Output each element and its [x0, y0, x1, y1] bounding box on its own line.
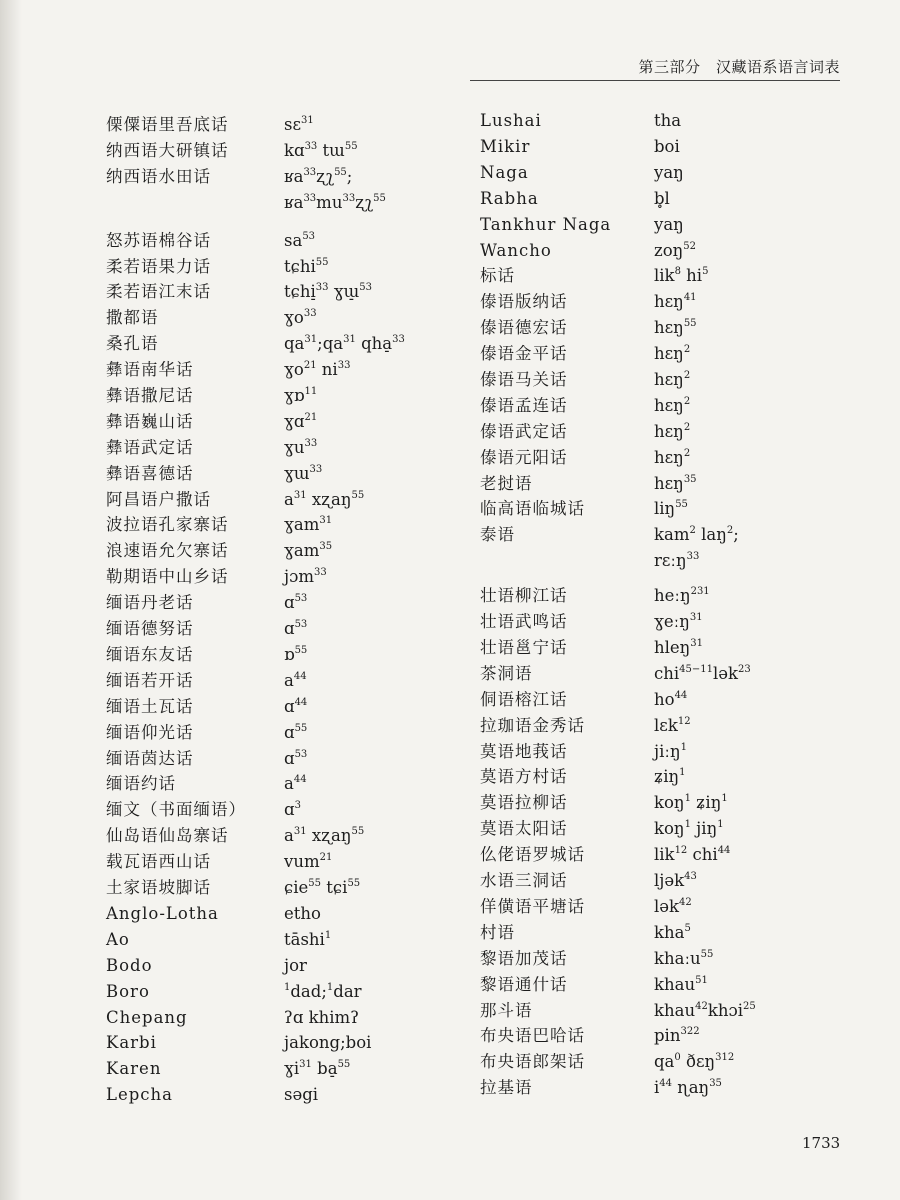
word-transcription: sɛ$^{31}$	[284, 115, 314, 134]
word-entry-row	[106, 850, 466, 874]
word-transcription: kam$^2$ laŋ$^2$;	[654, 525, 739, 544]
word-transcription: kha$^5$	[654, 923, 691, 942]
language-name: 仙岛语仙岛寨话	[106, 826, 229, 845]
language-name: 茶洞语	[480, 664, 533, 683]
language-name: Chepang	[106, 1008, 188, 1027]
word-entry-row	[480, 394, 840, 418]
word-transcription: lik$^{12}$ chi$^{44}$	[654, 845, 731, 864]
language-name: 土家语坡脚话	[106, 878, 211, 897]
word-transcription: $a^{31}$ xʐaŋ$^{55}$	[284, 490, 365, 509]
word-entry-row	[106, 824, 466, 848]
word-entry-row	[106, 747, 466, 771]
word-transcription: yaŋ	[654, 163, 684, 182]
word-transcription: zoŋ$^{52}$	[654, 241, 696, 260]
language-name: 彝语撒尼话	[106, 386, 194, 405]
word-transcription: hleŋ$^{31}$	[654, 638, 704, 657]
word-transcription: hɛŋ$^2$	[654, 344, 691, 363]
page-edge-shadow	[0, 0, 22, 1200]
word-entry-row	[480, 688, 840, 712]
language-name: 标话	[480, 266, 515, 285]
word-entry-row	[480, 420, 840, 444]
running-header: 第三部分 汉藏语系语言词表	[638, 58, 840, 76]
language-name: 拉珈语金秀话	[480, 716, 585, 735]
word-entry-row	[480, 765, 840, 789]
word-transcription: tɕhi̠$^{33}$ ɣɯ̠$^{53}$	[284, 282, 373, 301]
word-entry-row	[106, 980, 466, 1004]
word-entry-row	[106, 358, 466, 382]
word-transcription: $ho^{44}$	[654, 690, 688, 709]
word-entry-row	[480, 999, 840, 1023]
word-entry-row	[106, 669, 466, 693]
word-transcription: ɣam$^{31}$	[284, 515, 333, 534]
word-entry-row	[106, 721, 466, 745]
language-name: 布央语巴哈话	[480, 1026, 585, 1045]
language-name: 柔若语果力话	[106, 257, 211, 276]
word-entry-row	[480, 869, 840, 893]
word-transcription: hɛŋ$^2$	[654, 396, 691, 415]
word-transcription: ʑiŋ$^1$	[654, 767, 686, 786]
language-name: 波拉语孔家寨话	[106, 515, 229, 534]
language-name: 壮语柳江话	[480, 586, 568, 605]
language-name: 莫语地莪话	[480, 742, 568, 761]
word-transcription: khaːu$^{55}$	[654, 949, 714, 968]
language-name: 黎语通什话	[480, 975, 568, 994]
word-transcription: hɛŋ$^{41}$	[654, 292, 697, 311]
word-entry-row	[106, 280, 466, 304]
word-entry-row	[480, 290, 840, 314]
word-entry-row	[106, 954, 466, 978]
language-name: 傣语武定话	[480, 422, 568, 441]
word-entry-row	[106, 139, 466, 163]
word-transcription: ɣɒ$^{11}$	[284, 386, 318, 405]
word-entry-row	[480, 239, 840, 263]
language-name: 缅语仰光话	[106, 723, 194, 742]
word-transcription: khau$^{42}$khɔi$^{25}$	[654, 1001, 756, 1020]
word-entry-row	[480, 161, 840, 185]
language-name: 莫语拉柳话	[480, 793, 568, 812]
word-transcription: ɑ$^{53}$	[284, 749, 308, 768]
word-transcription: ljək$^{43}$	[654, 871, 697, 890]
word-entry-row	[480, 109, 840, 133]
language-name: 彝语南华话	[106, 360, 194, 379]
language-name: 彝语巍山话	[106, 412, 194, 431]
word-entry-row	[480, 895, 840, 919]
language-name: 侗语榕江话	[480, 690, 568, 709]
language-name: 临高语临城话	[480, 499, 585, 518]
word-transcription: heːŋ$^{231}$	[654, 586, 710, 605]
word-entry-row	[480, 817, 840, 841]
page-number: 1733	[802, 1134, 841, 1152]
language-name: 莫语方村话	[480, 767, 568, 786]
word-transcription: $i^{44}$ ɳaŋ$^{35}$	[654, 1078, 722, 1097]
word-transcription: jakong;boi	[284, 1033, 372, 1052]
word-entry-row	[480, 1050, 840, 1074]
language-name: 纳西语大研镇话	[106, 141, 229, 160]
word-transcription: hɛŋ$^{55}$	[654, 318, 697, 337]
word-transcription: ɑ$^{53}$	[284, 593, 308, 612]
word-transcription: etho	[284, 904, 321, 923]
word-transcription: jɔm$^{33}$	[284, 567, 327, 586]
word-transcription: $ʁa^{33}mu^{33}ʐʅ^{55}$	[284, 193, 386, 212]
language-name: 撒都语	[106, 308, 159, 327]
language-name: 阿昌语户撒话	[106, 490, 211, 509]
language-name: 黎语加茂话	[480, 949, 568, 968]
word-transcription: lək$^{42}$	[654, 897, 692, 916]
language-name: 纳西语水田话	[106, 167, 211, 186]
language-name: 桑孔语	[106, 334, 159, 353]
language-name: 缅语约话	[106, 774, 176, 793]
word-entry-row	[480, 973, 840, 997]
word-entry-row	[106, 436, 466, 460]
word-transcription: səgi	[284, 1085, 319, 1104]
header-rule	[470, 80, 840, 81]
language-name: 拉基语	[480, 1078, 533, 1097]
word-transcription: koŋ$^1$ jiŋ$^1$	[654, 819, 724, 838]
word-entry-row	[106, 695, 466, 719]
language-name: 村语	[480, 923, 515, 942]
word-transcription: ɑ$^{55}$	[284, 723, 308, 742]
language-name: 壮语武鸣话	[480, 612, 568, 631]
language-name: 傣语版纳话	[480, 292, 568, 311]
word-entry-row	[480, 316, 840, 340]
word-entry-row	[480, 523, 840, 547]
word-entry-row	[106, 876, 466, 900]
word-transcription: b̥l	[654, 189, 670, 208]
language-name: 傣语孟连话	[480, 396, 568, 415]
language-name: Wancho	[480, 241, 552, 260]
word-transcription: $^1$dad;$^1$dar	[284, 982, 362, 1001]
language-name: Karen	[106, 1059, 162, 1078]
word-entry-row	[106, 1083, 466, 1107]
language-name: Tankhur Naga	[480, 215, 612, 234]
word-transcription: ɣo$^{21}$ $ni^{33}$	[284, 360, 351, 379]
language-name: 壮语邕宁话	[480, 638, 568, 657]
language-name: 浪速语允欠寨话	[106, 541, 229, 560]
word-transcription: hɛŋ$^2$	[654, 370, 691, 389]
word-entry-row	[106, 410, 466, 434]
word-transcription: ɣo$^{33}$	[284, 308, 317, 327]
word-entry-row	[106, 384, 466, 408]
language-name: 泰语	[480, 525, 515, 544]
word-entry-row	[480, 549, 840, 573]
word-entry-row	[106, 488, 466, 512]
word-transcription: $a^{31}$ xʐaŋ$^{55}$	[284, 826, 365, 845]
word-entry-row	[106, 165, 466, 189]
word-entry-row	[106, 565, 466, 589]
word-entry-row	[480, 610, 840, 634]
word-entry-row	[106, 462, 466, 486]
word-entry-row	[106, 191, 466, 215]
word-entry-row	[106, 798, 466, 822]
language-name: 傣语德宏话	[480, 318, 568, 337]
word-transcription: $sa^{53}$	[284, 231, 316, 250]
language-name: 傈僳语里吾底话	[106, 115, 229, 134]
word-entry-row	[480, 791, 840, 815]
word-transcription: kɑ$^{33}$ tɯ$^{55}$	[284, 141, 358, 160]
language-name: Karbi	[106, 1033, 157, 1052]
word-entry-row	[106, 617, 466, 641]
word-entry-row	[106, 306, 466, 330]
language-name: 勒期语中山乡话	[106, 567, 229, 586]
language-name: 缅语茵达话	[106, 749, 194, 768]
language-name: Boro	[106, 982, 150, 1001]
language-name: 缅语若开话	[106, 671, 194, 690]
word-transcription: ɣam$^{35}$	[284, 541, 333, 560]
language-name: 傣语元阳话	[480, 448, 568, 467]
word-transcription: khau$^{51}$	[654, 975, 708, 994]
language-name: 缅语德努话	[106, 619, 194, 638]
word-entry-row	[480, 264, 840, 288]
word-entry-row	[480, 921, 840, 945]
word-transcription: rɛːŋ$^{33}$	[654, 551, 700, 570]
word-transcription: $a^{44}$	[284, 671, 307, 690]
language-name: Anglo-Lotha	[106, 904, 219, 923]
word-transcription: liŋ$^{55}$	[654, 499, 688, 518]
word-transcription: hɛŋ$^2$	[654, 422, 691, 441]
word-entry-row	[106, 772, 466, 796]
word-transcription: koŋ$^1$ ʑiŋ$^1$	[654, 793, 728, 812]
word-entry-row	[480, 714, 840, 738]
word-entry-row	[480, 662, 840, 686]
word-transcription: jor	[284, 956, 307, 975]
language-name: 缅文（书面缅语）	[106, 800, 246, 819]
language-name: 载瓦语西山话	[106, 852, 211, 871]
word-transcription: ɕie$^{55}$ tɕi$^{55}$	[284, 878, 361, 897]
word-transcription: ʔɑ khimʔ	[284, 1008, 360, 1027]
word-entry-row	[106, 1031, 466, 1055]
language-name: Ao	[106, 930, 130, 949]
word-transcription: lik$^8$ $hi^5$	[654, 266, 709, 285]
word-transcription: ɒ$^{55}$	[284, 645, 308, 664]
language-name: 缅语土瓦话	[106, 697, 194, 716]
language-name: 傣语金平话	[480, 344, 568, 363]
language-name: 柔若语江末话	[106, 282, 211, 301]
word-transcription: vum$^{21}$	[284, 852, 333, 871]
word-transcription: ʁa$^{33}$ʐʅ$^{55}$;	[284, 167, 353, 186]
language-name: 仫佬语罗城话	[480, 845, 585, 864]
language-name: 那斗语	[480, 1001, 533, 1020]
word-transcription: yaŋ	[654, 215, 684, 234]
language-name: Bodo	[106, 956, 153, 975]
language-name: 怒苏语棉谷话	[106, 231, 211, 250]
word-entry-row	[106, 1006, 466, 1030]
language-name: Naga	[480, 163, 529, 182]
word-entry-row	[480, 446, 840, 470]
word-entry-row	[480, 368, 840, 392]
word-transcription: ɣi$^{31}$ ba̠$^{55}$	[284, 1059, 351, 1078]
word-entry-row	[106, 513, 466, 537]
word-transcription: $qa^0$ ðɛŋ$^{312}$	[654, 1052, 735, 1071]
language-name: 老挝语	[480, 474, 533, 493]
word-entry-row	[480, 135, 840, 159]
word-entry-row	[480, 497, 840, 521]
word-entry-row	[106, 902, 466, 926]
word-entry-row	[480, 947, 840, 971]
word-transcription: ɣɯ$^{33}$	[284, 464, 323, 483]
word-entry-row	[106, 332, 466, 356]
word-entry-row	[480, 472, 840, 496]
word-transcription: ɑ$^{53}$	[284, 619, 308, 638]
word-transcription: $a^{44}$	[284, 774, 307, 793]
word-transcription: ɣeːŋ$^{31}$	[654, 612, 703, 631]
word-entry-row	[480, 584, 840, 608]
word-entry-row	[480, 187, 840, 211]
language-name: 布央语郎架话	[480, 1052, 585, 1071]
language-name: Rabha	[480, 189, 539, 208]
word-transcription: jiːŋ$^1$	[654, 742, 687, 761]
word-entry-row	[106, 255, 466, 279]
word-transcription: lɛk$^{12}$	[654, 716, 691, 735]
word-entry-row	[106, 229, 466, 253]
word-entry-row	[106, 643, 466, 667]
word-transcription: ɣu$^{33}$	[284, 438, 318, 457]
word-entry-row	[106, 1057, 466, 1081]
word-transcription: tha	[654, 111, 682, 130]
word-transcription: ɑ$^3$	[284, 800, 301, 819]
word-entry-row	[480, 342, 840, 366]
language-name: 水语三洞话	[480, 871, 568, 890]
language-name: 傣语马关话	[480, 370, 568, 389]
word-transcription: ɑ$^{44}$	[284, 697, 308, 716]
word-transcription: ɣɑ$^{21}$	[284, 412, 318, 431]
word-transcription: tāshi$^1$	[284, 930, 332, 949]
language-name: Mikir	[480, 137, 531, 156]
language-name: Lepcha	[106, 1085, 173, 1104]
word-entry-row	[106, 539, 466, 563]
word-transcription: tɕhi$^{55}$	[284, 257, 329, 276]
word-entry-row	[480, 740, 840, 764]
word-entry-row	[106, 591, 466, 615]
language-name: 佯僙语平塘话	[480, 897, 585, 916]
language-name: 彝语喜德话	[106, 464, 194, 483]
word-entry-row	[480, 1024, 840, 1048]
word-entry-row	[480, 843, 840, 867]
word-transcription: hɛŋ$^2$	[654, 448, 691, 467]
language-name: 缅语东友话	[106, 645, 194, 664]
word-transcription: pin$^{322}$	[654, 1026, 700, 1045]
word-transcription: $qa^{31};qa^{31}$ qha̠$^{33}$	[284, 334, 405, 353]
word-entry-row	[480, 213, 840, 237]
language-name: Lushai	[480, 111, 542, 130]
language-name: 彝语武定话	[106, 438, 194, 457]
word-entry-row	[480, 1076, 840, 1100]
word-entry-row	[106, 113, 466, 137]
word-entry-row	[480, 636, 840, 660]
word-transcription: hɛŋ$^{35}$	[654, 474, 697, 493]
language-name: 莫语太阳话	[480, 819, 568, 838]
word-entry-row	[106, 928, 466, 952]
language-name: 缅语丹老话	[106, 593, 194, 612]
word-transcription: chi$^{45-11}$lək$^{23}$	[654, 664, 751, 683]
word-transcription: boi	[654, 137, 680, 156]
